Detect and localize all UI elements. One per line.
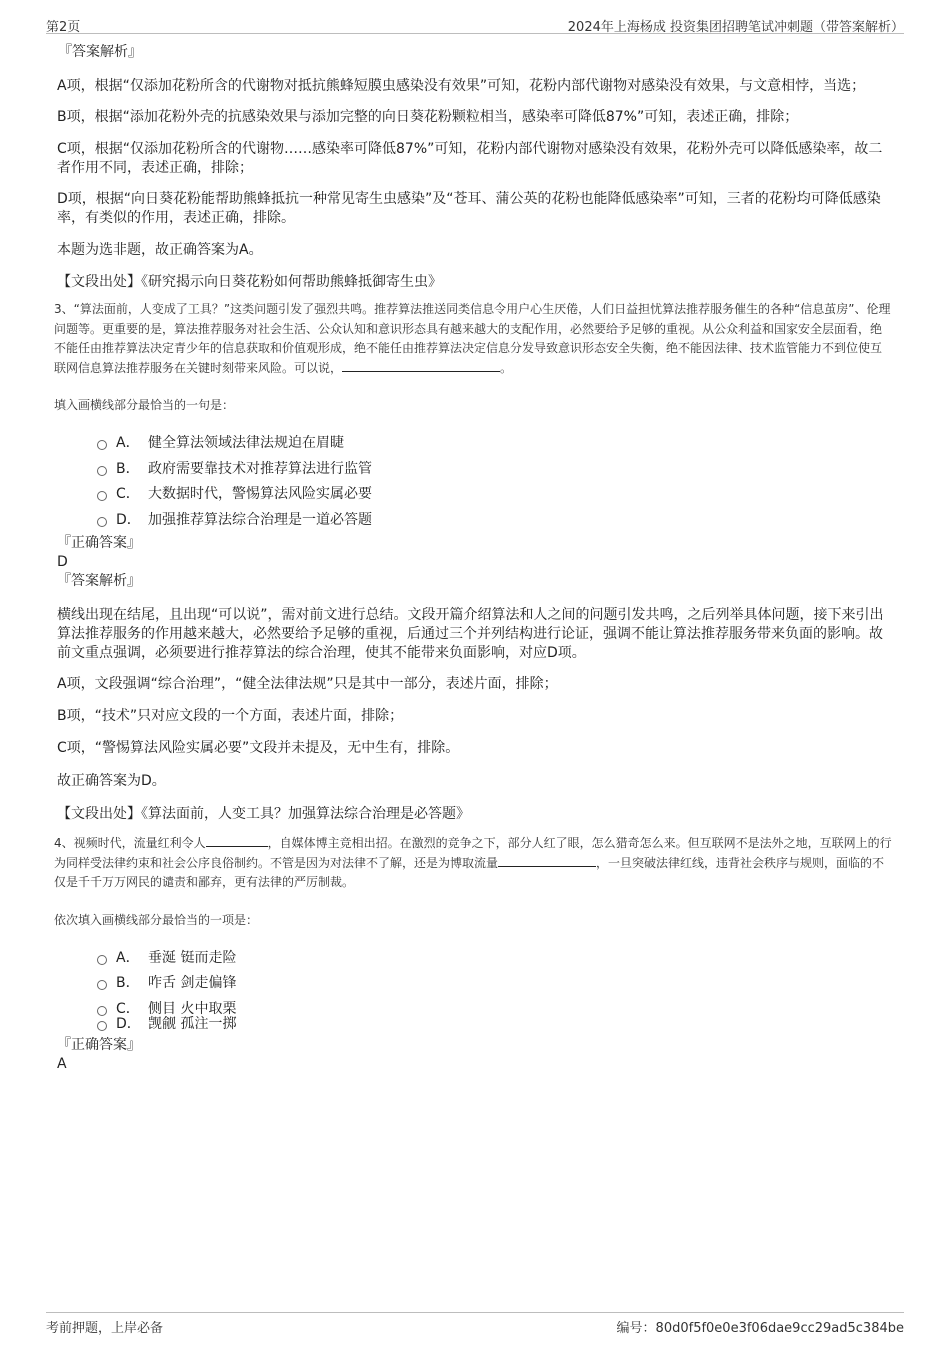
option-b[interactable]: B． 咋舌 剑走偏锋 <box>97 974 892 1000</box>
options-list <box>57 434 892 536</box>
option-d[interactable]: D． 觊觎 孤注一掷 <box>97 1015 892 1041</box>
option-b[interactable]: B． 政府需要靠技术对推荐算法进行监管 <box>97 460 892 486</box>
analysis-paragraph: A项，文段强调“综合治理”，“健全法律法规”只是其中一部分，表述片面，排除； <box>57 676 558 693</box>
radio-icon[interactable] <box>97 517 107 527</box>
radio-icon[interactable] <box>97 491 107 501</box>
source-citation: 【文段出处】《研究揭示向日葵花粉如何帮助熊蜂抵御寄生虫》 <box>57 274 442 290</box>
correct-answer-label: 『正确答案』 <box>57 1036 141 1053</box>
question-3-text: 3、“算法面前，人变成了工具？”这类问题引发了强烈共鸣。推荐算法推送同类信息令用户心生厌倦，人们日益担忧算法推荐服务催生的各种“信息茧房”、伦理问题等。更重要的是，算法推荐服务对社会生活、公众认知和意识形态具有越来越大的支配作用，必然要给予足够的重视。从公众利益和国家安全层面看，绝不能任由推荐算法决定青少年的信息获取和价值观形成，绝不能任由推荐算法决定信息分发导致意识形态安全失衡，绝不能因法律、技术监管能力不到位使互联网信息算法推荐服务在关键时刻带来风险。可以说， 。 <box>54 302 891 375</box>
analysis-paragraph: 横线出现在结尾，且出现“可以说”，需对前文进行总结。文段开篇介绍算法和人之间的问题引发共鸣，之后列举具体问题，接下来引出算法推荐服务的作用越来越大，必然要给予足够的重视，后通过三个并列结构进行论证，强调不能让算法推荐服务带来负面的影响。故前文重点强调，必须要进行推荐算法的综合治理，使其不能带来负面影响，对应D项。 <box>57 607 884 662</box>
analysis-label: 『答案解析』 <box>57 573 141 590</box>
radio-icon[interactable] <box>97 466 107 476</box>
analysis-paragraph: B项，根据“添加花粉外壳的抗感染效果与添加完整的向日葵花粉颗粒相当，感染率可降低87%”可知，表述正确，排除； <box>57 109 799 125</box>
options-list <box>57 949 892 1041</box>
answer-blank[interactable] <box>206 834 268 847</box>
document-id: 编号：80d0f5f0e0e3f06dae9cc29ad5c384be <box>616 1321 904 1336</box>
analysis-paragraph: A项，根据“仅添加花粉所含的代谢物对抵抗熊蜂短膜虫感染没有效果”可知，花粉内部代谢物对感染没有效果，与文意相悖，当选； <box>57 78 866 94</box>
page-number: 第2页 <box>46 20 81 35</box>
radio-icon[interactable] <box>97 1006 107 1016</box>
analysis-paragraph: D项，根据“向日葵花粉能帮助熊蜂抵抗一种常见寄生虫感染”及“苍耳、蒲公英的花粉也能降低感染率”可知，三者的花粉均可降低感染率，有类似的作用，表述正确，排除。 <box>57 191 881 226</box>
correct-answer: A <box>57 1055 67 1072</box>
radio-icon[interactable] <box>97 980 107 990</box>
option-c[interactable]: C． 大数据时代，警惕算法风险实属必要 <box>97 485 892 511</box>
option-c[interactable]: C． 侧目 火中取栗 <box>97 1000 892 1015</box>
analysis-paragraph: B项，“技术”只对应文段的一个方面，表述片面，排除； <box>57 708 404 725</box>
answer-blank[interactable] <box>498 854 596 867</box>
question-4-text: 4、视频时代，流量红利令人 ，自媒体博主竞相出招。在激烈的竞争之下，部分人红了眼，怎么猎奇怎么来。但互联网不是法外之地，互联网上的行为同样受法律约束和社会公序良俗制约。不管是因为对法律不了解，还是为博取流量 ，一旦突破法律红线，违背社会秩序与规则，面临的不仅是千千万万网民的谴责和鄙弃，更有法律的严厉制裁。 <box>54 836 892 890</box>
footer-slogan: 考前押题，上岸必备 <box>46 1321 164 1336</box>
correct-answer-label: 『正确答案』 <box>57 535 141 552</box>
answer-blank[interactable] <box>342 359 500 372</box>
radio-icon[interactable] <box>97 955 107 965</box>
option-d[interactable]: D． 加强推荐算法综合治理是一道必答题 <box>97 511 892 537</box>
option-a[interactable]: A． 健全算法领域法律法规迫在眉睫 <box>97 434 892 460</box>
analysis-label: 『答案解析』 <box>58 44 142 60</box>
question-prompt: 填入画横线部分最恰当的一句是： <box>54 398 235 412</box>
page-header <box>46 0 904 34</box>
source-citation: 【文段出处】《算法面前，人变工具？加强算法综合治理是必答题》 <box>57 806 470 823</box>
page-content <box>54 43 892 1074</box>
question-prompt: 依次填入画横线部分最恰当的一项是： <box>54 912 259 927</box>
document-title: 2024年上海杨成 投资集团招聘笔试冲刺题（带答案解析） <box>567 20 904 35</box>
radio-icon[interactable] <box>97 440 107 450</box>
correct-answer: D <box>57 554 68 571</box>
page-footer <box>46 1312 904 1346</box>
radio-icon[interactable] <box>97 1021 107 1031</box>
analysis-conclusion: 故正确答案为D。 <box>57 773 166 790</box>
option-a[interactable]: A． 垂涎 铤而走险 <box>97 949 892 975</box>
analysis-conclusion: 本题为选非题，故正确答案为A。 <box>57 242 263 258</box>
analysis-paragraph: C项，根据“仅添加花粉所含的代谢物……感染率可降低87%”可知，花粉内部代谢物对感染没有效果，花粉外壳可以降低感染率，故二者作用不同，表述正确，排除； <box>57 141 883 176</box>
analysis-paragraph: C项，“警惕算法风险实属必要”文段并未提及，无中生有，排除。 <box>57 740 460 757</box>
